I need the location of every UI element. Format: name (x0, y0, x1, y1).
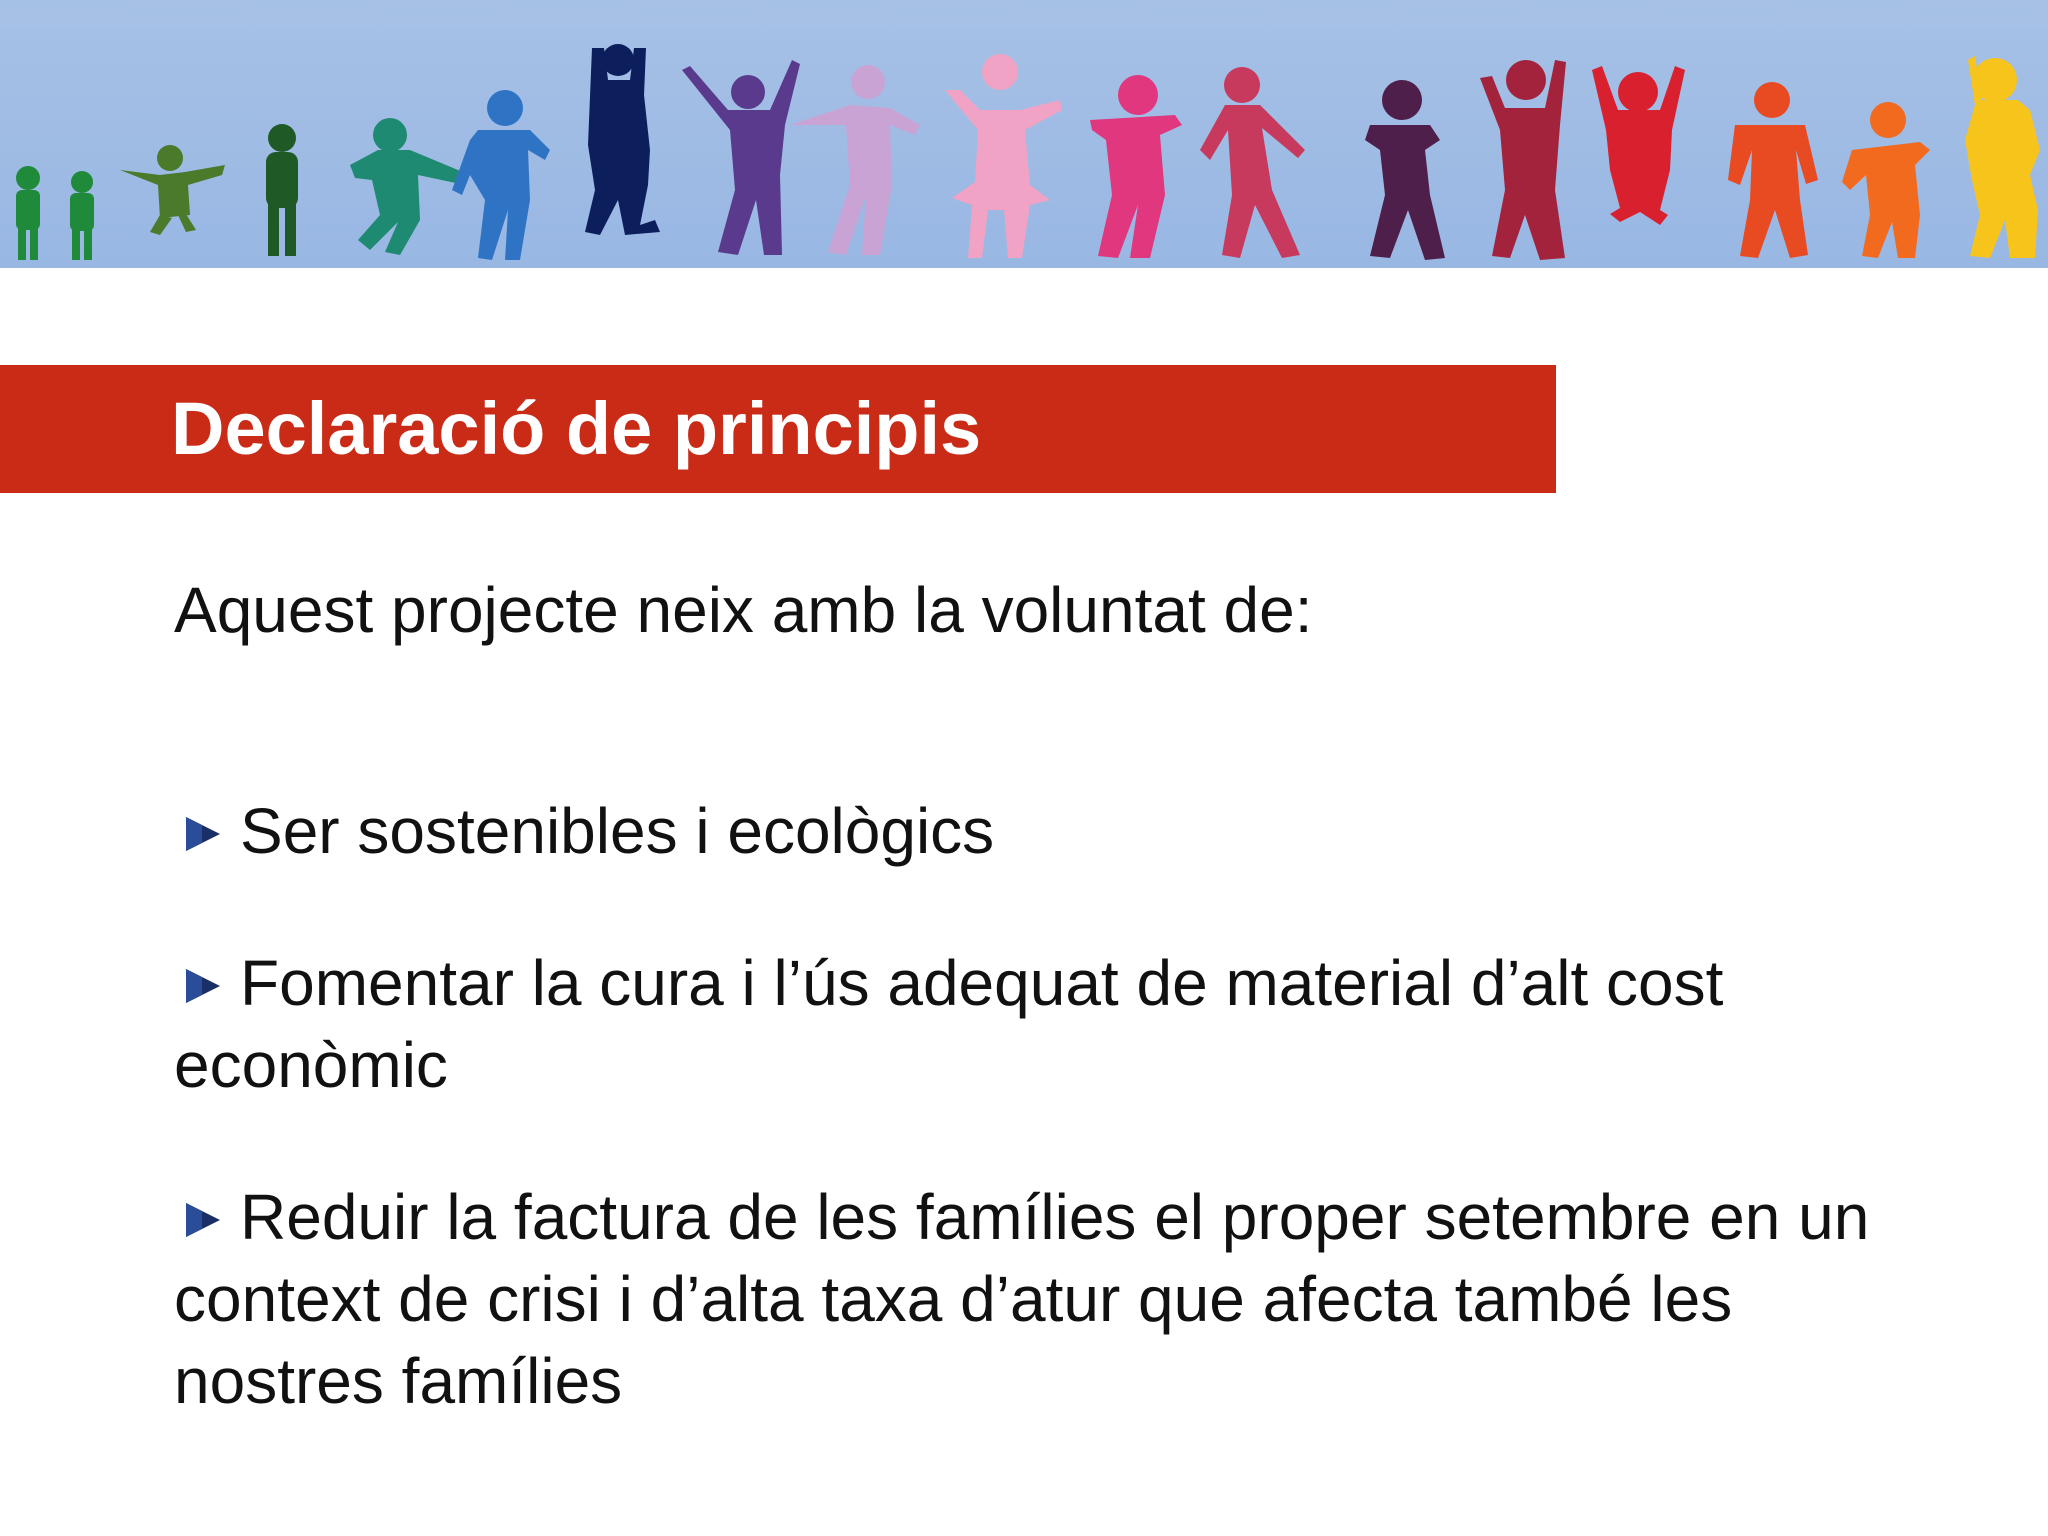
title-bar (0, 365, 1556, 493)
bullet-item (174, 942, 1874, 1106)
bullet-text: Fomentar la cura i l’ús adequat de material d’alt cost econòmic (174, 947, 1724, 1101)
bullet-item (174, 790, 1874, 872)
triangle-pointer-icon (186, 965, 220, 1007)
bullet-item (174, 1176, 1874, 1422)
children-silhouettes-banner (0, 0, 2048, 268)
intro-text: Aquest projecte neix amb la voluntat de: (174, 574, 1313, 646)
bullet-text: Reduir la factura de les famílies el proper setembre en un context de crisi i d’alta taxa d’atur que afecta també les nostres famílies (174, 1181, 1870, 1417)
children-silhouettes-image (0, 0, 2048, 268)
triangle-pointer-icon (186, 813, 220, 855)
triangle-pointer-icon (186, 1199, 220, 1241)
bullet-text: Ser sostenibles i ecològics (240, 795, 995, 867)
slide-title: Declaració de principis (171, 387, 982, 470)
